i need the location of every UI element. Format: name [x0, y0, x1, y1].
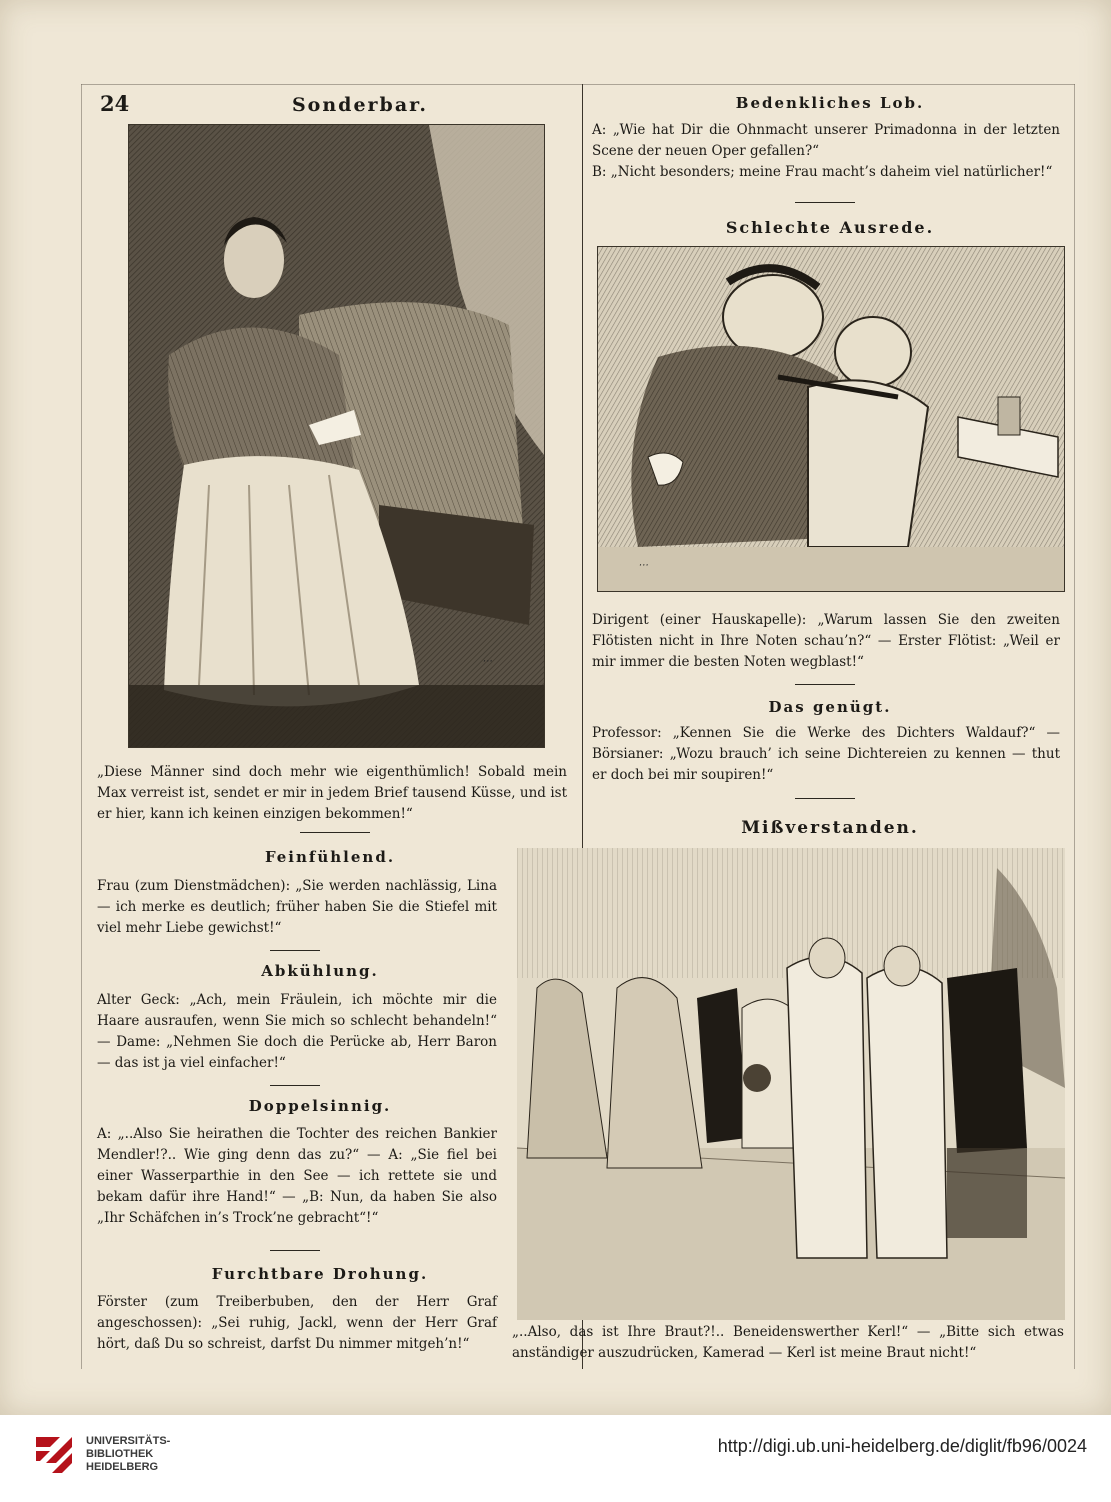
heading-doppelsinnig: Doppelsinnig. [248, 1097, 392, 1115]
heading-das-genuegt: Das genügt. [768, 698, 892, 716]
heading-sonderbar: Sonderbar. [291, 94, 429, 116]
illustrator-signature: ⋯ [482, 656, 492, 667]
text-bedenkliches-lob [592, 120, 1060, 183]
separator [795, 798, 855, 799]
illustrator-signature: ⋯ [638, 560, 648, 571]
text-abkuehlung: Alter Geck: „Ach, mein Fräulein, ich möchte mir die Haare ausraufen, wenn Sie mich so schlecht behandeln!“ — Dame: „Nehmen Sie doch die Perücke ab, Herr Baron — das ist ja viel einfacher!“ [97, 992, 497, 1071]
text-doppelsinnig: A: „..Also Sie heirathen die Tochter des reichen Bankier Mendler!?.. Wie ging denn das zu?“ — A: „Sie fiel bei einer Wasserparthie in den See — ich rettete sie und bekam dafür ihre Hand!“ — „B: Nun, da haben Sie also „Ihr Schäfchen in’s Trock’ne gebracht“!“ [97, 1126, 497, 1226]
separator [795, 684, 855, 685]
frame-top-rule [81, 84, 1075, 85]
library-name-line1: UNIVERSITÄTS- [86, 1435, 171, 1447]
separator [300, 832, 370, 833]
frame-left-rule [81, 84, 82, 1369]
illustration-flute-players [597, 246, 1065, 592]
illustration-ballroom-officers [517, 848, 1065, 1320]
dialogue-b: B: „Nicht besonders; meine Frau macht’s daheim viel natürlicher!“ [592, 164, 1053, 180]
text-furchtbare-drohung: Förster (zum Treiberbuben, den der Herr Graf angeschossen): „Sei ruhig, Jackl, wenn der Herr Graf hört, daß Du so schreist, darfst Du nimmer mitgeh’n!“ [97, 1294, 497, 1352]
caption-missverstanden: „..Also, das ist Ihre Braut?!.. Beneidenswerther Kerl!“ — „Bitte sich etwas anständiger auszudrücken, Kamerad — Kerl ist meine Braut nicht!“ [512, 1324, 1064, 1361]
dialogue-a: A: „Wie hat Dir die Ohnmacht unserer Primadonna in der letzten Scene der neuen Oper gefallen?“ [592, 122, 1060, 159]
separator [795, 202, 855, 203]
illustration-woman-reading-letter [128, 124, 545, 748]
permalink-url[interactable]: http://digi.ub.uni-heidelberg.de/diglit/fb96/0024 [717, 1436, 1087, 1456]
caption-sonderbar: „Diese Männer sind doch mehr wie eigenthümlich! Sobald mein Max verreist ist, sendet er mir in jedem Brief tausend Küsse, und ist er hier, kann ich keinen einzigen bekommen!“ [97, 764, 567, 822]
heading-abkuehlung: Abkühlung. [261, 962, 379, 980]
university-library-logo-icon[interactable] [30, 1431, 78, 1479]
text-schlechte-ausrede: Dirigent (einer Hauskapelle): „Warum lassen Sie den zweiten Flötisten nicht in Ihre Noten schau’n?“ — Erster Flötist: „Weil er mir immer die besten Noten wegblast!“ [592, 612, 1060, 670]
library-name-line3: HEIDELBERG [86, 1461, 159, 1473]
library-name-line2: BIBLIOTHEK [86, 1448, 154, 1460]
text-feinfuehlend: Frau (zum Dienstmädchen): „Sie werden nachlässig, Lina — ich merke es deutlich; früher haben Sie die Stiefel mit viel mehr Liebe gewichst!“ [97, 878, 497, 936]
heading-missverstanden: Mißverstanden. [741, 818, 919, 838]
heading-bedenkliches-lob: Bedenkliches Lob. [735, 94, 925, 112]
page-number: 24 [100, 91, 130, 116]
text-das-genuegt: Professor: „Kennen Sie die Werke des Dichters Waldauf?“ — Börsianer: „Wozu brauch’ ich seine Dichtereien zu kennen — thut er doch bei mir soupiren!“ [592, 725, 1060, 783]
library-name[interactable] [86, 1435, 170, 1474]
heading-furchtbare-drohung: Furchtbare Drohung. [211, 1265, 429, 1283]
heading-feinfuehlend: Feinfühlend. [264, 848, 396, 866]
separator [270, 1250, 320, 1251]
separator [270, 950, 320, 951]
frame-right-rule [1074, 84, 1075, 1369]
heading-schlechte-ausrede: Schlechte Ausrede. [725, 218, 935, 237]
separator [270, 1085, 320, 1086]
